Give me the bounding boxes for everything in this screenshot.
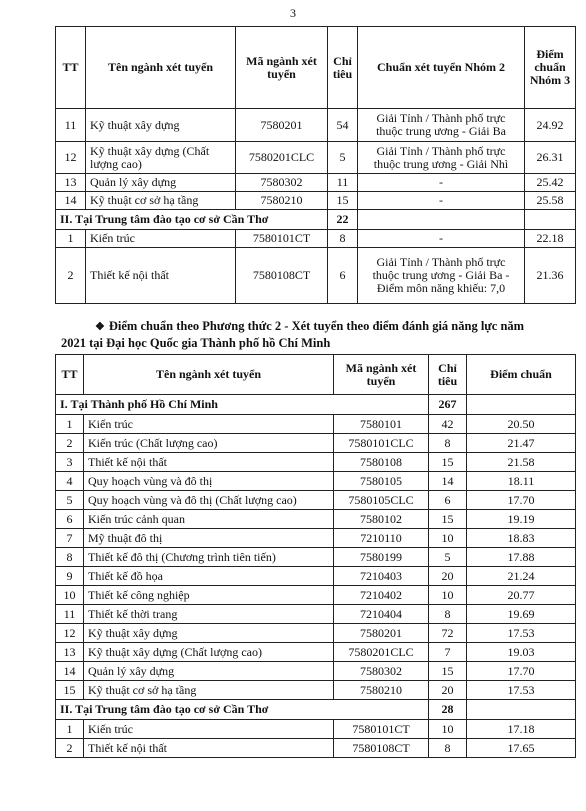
header-major-name: Tên ngành xét tuyển [84, 355, 334, 395]
row-quota: 8 [429, 605, 467, 624]
admission-table-method2 [55, 354, 576, 758]
header-major-code: Mã ngành xét tuyển [334, 355, 429, 395]
row-quota: 10 [429, 529, 467, 548]
row-score: 21.24 [467, 567, 576, 586]
row-tt: 2 [56, 248, 86, 304]
row-major-name: Kiến trúc [86, 230, 236, 248]
row-score: 17.53 [467, 681, 576, 700]
table-row [56, 586, 576, 605]
row-quota: 20 [429, 681, 467, 700]
row-quota: 15 [429, 510, 467, 529]
row-tt: 14 [56, 192, 86, 210]
table-row [56, 142, 576, 174]
row-tt: 7 [56, 529, 84, 548]
row-major-name: Thiết kế nội thất [84, 739, 334, 758]
row-quota: 5 [429, 548, 467, 567]
row-score: 17.70 [467, 491, 576, 510]
table-row [56, 681, 576, 700]
table-row [56, 415, 576, 434]
row-tt: 15 [56, 681, 84, 700]
row-major-name: Quy hoạch vùng và đô thị (Chất lượng cao) [84, 491, 334, 510]
row-major-name: Quản lý xây dựng [84, 662, 334, 681]
row-major-code: 7580210 [334, 681, 429, 700]
row-tt: 11 [56, 605, 84, 624]
row-score: 25.42 [525, 174, 576, 192]
row-tt: 2 [56, 434, 84, 453]
row-score: 24.92 [525, 109, 576, 142]
table-row [56, 662, 576, 681]
row-major-name: Mỹ thuật đô thị [84, 529, 334, 548]
page-number: 3 [290, 6, 296, 20]
row-major-name: Kiến trúc [84, 720, 334, 739]
header-quota: Chỉ tiêu [429, 355, 467, 395]
row-quota: 72 [429, 624, 467, 643]
row-criteria: - [358, 174, 525, 192]
row-quota: 8 [429, 739, 467, 758]
row-major-name: Kỹ thuật cơ sở hạ tầng [86, 192, 236, 210]
row-major-code: 7580201 [236, 109, 328, 142]
row-major-name: Thiết kế nội thất [86, 248, 236, 304]
row-tt: 5 [56, 491, 84, 510]
header-score: Điểm chuẩn [467, 355, 576, 395]
row-major-code: 7580199 [334, 548, 429, 567]
row-major-name: Quy hoạch vùng và đô thị [84, 472, 334, 491]
row-quota: 10 [429, 720, 467, 739]
row-score: 17.53 [467, 624, 576, 643]
row-tt: 12 [56, 142, 86, 174]
row-score: 20.77 [467, 586, 576, 605]
row-major-code: 7580201CLC [236, 142, 328, 174]
row-quota: 20 [429, 567, 467, 586]
row-major-code: 7580108CT [236, 248, 328, 304]
diamond-bullet-icon: ❖ [95, 321, 105, 333]
row-tt: 4 [56, 472, 84, 491]
row-quota: 15 [429, 453, 467, 472]
empty-cell [358, 210, 525, 230]
header-score: Điểm chuẩn Nhóm 3 [525, 27, 576, 109]
row-criteria: - [358, 192, 525, 210]
section-row [56, 210, 576, 230]
row-major-name: Thiết kế đô thị (Chương trình tiên tiến) [84, 548, 334, 567]
row-score: 18.11 [467, 472, 576, 491]
row-score: 26.31 [525, 142, 576, 174]
table-row [56, 548, 576, 567]
row-major-name: Kỹ thuật xây dựng (Chất lượng cao) [86, 142, 236, 174]
row-major-code: 7580108 [334, 453, 429, 472]
row-quota: 5 [328, 142, 358, 174]
row-major-code: 7210402 [334, 586, 429, 605]
section-total: 22 [328, 210, 358, 230]
row-quota: 14 [429, 472, 467, 491]
row-tt: 2 [56, 739, 84, 758]
row-major-name: Thiết kế đồ họa [84, 567, 334, 586]
row-major-code: 7580201CLC [334, 643, 429, 662]
row-score: 21.47 [467, 434, 576, 453]
header-quota: Chỉ tiêu [328, 27, 358, 109]
row-quota: 15 [328, 192, 358, 210]
row-major-code: 7580210 [236, 192, 328, 210]
row-score: 25.58 [525, 192, 576, 210]
row-tt: 1 [56, 230, 86, 248]
row-quota: 10 [429, 586, 467, 605]
row-score: 17.70 [467, 662, 576, 681]
table-row [56, 192, 576, 210]
header-major-name: Tên ngành xét tuyển [86, 27, 236, 109]
row-score: 21.58 [467, 453, 576, 472]
row-tt: 13 [56, 174, 86, 192]
table-row [56, 174, 576, 192]
row-major-name: Kỹ thuật cơ sở hạ tầng [84, 681, 334, 700]
row-quota: 8 [429, 434, 467, 453]
row-tt: 1 [56, 720, 84, 739]
row-tt: 8 [56, 548, 84, 567]
row-criteria: Giải Tỉnh / Thành phố trực thuộc trung ương - Giải Nhì [358, 142, 525, 174]
row-criteria: - [358, 230, 525, 248]
section-label: II. Tại Trung tâm đào tạo cơ sở Cần Thơ [56, 700, 429, 720]
row-tt: 9 [56, 567, 84, 586]
row-major-name: Quản lý xây dựng [86, 174, 236, 192]
row-quota: 7 [429, 643, 467, 662]
table-row [56, 109, 576, 142]
row-criteria: Giải Tỉnh / Thành phố trực thuộc trung ương - Giải Ba [358, 109, 525, 142]
row-quota: 6 [429, 491, 467, 510]
row-major-name: Kiến trúc [84, 415, 334, 434]
table-row [56, 230, 576, 248]
row-tt: 6 [56, 510, 84, 529]
table-header-row [56, 355, 576, 395]
row-quota: 54 [328, 109, 358, 142]
section-heading [55, 318, 575, 351]
row-tt: 12 [56, 624, 84, 643]
row-score: 20.50 [467, 415, 576, 434]
row-major-name: Thiết kế công nghiệp [84, 586, 334, 605]
row-tt: 3 [56, 453, 84, 472]
row-major-code: 7580302 [236, 174, 328, 192]
row-score: 17.88 [467, 548, 576, 567]
row-major-name: Thiết kế nội thất [84, 453, 334, 472]
table-row [56, 643, 576, 662]
row-major-code: 7580101CT [236, 230, 328, 248]
table-row [56, 529, 576, 548]
table-row [56, 739, 576, 758]
row-tt: 1 [56, 415, 84, 434]
row-quota: 11 [328, 174, 358, 192]
row-quota: 6 [328, 248, 358, 304]
header-major-code: Mã ngành xét tuyển [236, 27, 328, 109]
section-row [56, 700, 576, 720]
row-tt: 10 [56, 586, 84, 605]
row-major-code: 7580201 [334, 624, 429, 643]
table-row [56, 567, 576, 586]
row-major-code: 7580101CT [334, 720, 429, 739]
row-major-code: 7580105 [334, 472, 429, 491]
row-major-name: Kiến trúc cảnh quan [84, 510, 334, 529]
table-row [56, 248, 576, 304]
table-row [56, 720, 576, 739]
table-row [56, 491, 576, 510]
header-tt: TT [56, 355, 84, 395]
admission-table-group2-3 [55, 26, 576, 304]
table-row [56, 605, 576, 624]
row-score: 17.18 [467, 720, 576, 739]
row-major-name: Kỹ thuật xây dựng [86, 109, 236, 142]
empty-cell [525, 210, 576, 230]
section-heading-line2: 2021 tại Đại học Quốc gia Thành phố hồ Chí Minh [61, 336, 331, 350]
table-header-row [56, 27, 576, 109]
row-major-code: 7210110 [334, 529, 429, 548]
table-row [56, 434, 576, 453]
table-row [56, 472, 576, 491]
row-score: 19.19 [467, 510, 576, 529]
row-quota: 8 [328, 230, 358, 248]
row-score: 22.18 [525, 230, 576, 248]
row-quota: 15 [429, 662, 467, 681]
row-tt: 14 [56, 662, 84, 681]
row-score: 21.36 [525, 248, 576, 304]
section-label: I. Tại Thành phố Hồ Chí Minh [56, 395, 429, 415]
row-score: 19.69 [467, 605, 576, 624]
row-score: 18.83 [467, 529, 576, 548]
empty-cell [467, 700, 576, 720]
row-major-code: 7580108CT [334, 739, 429, 758]
row-tt: 13 [56, 643, 84, 662]
row-score: 19.03 [467, 643, 576, 662]
row-tt: 11 [56, 109, 86, 142]
row-quota: 42 [429, 415, 467, 434]
row-major-code: 7580102 [334, 510, 429, 529]
header-criteria: Chuẩn xét tuyển Nhóm 2 [358, 27, 525, 109]
row-major-code: 7580302 [334, 662, 429, 681]
section-label: II. Tại Trung tâm đào tạo cơ sở Cần Thơ [56, 210, 328, 230]
row-major-name: Kỹ thuật xây dựng [84, 624, 334, 643]
table-row [56, 510, 576, 529]
section-row [56, 395, 576, 415]
row-score: 17.65 [467, 739, 576, 758]
section-heading-line1: Điểm chuẩn theo Phương thức 2 - Xét tuyển theo điểm đánh giá năng lực năm [108, 319, 525, 333]
row-major-code: 7210403 [334, 567, 429, 586]
section-total: 267 [429, 395, 467, 415]
row-major-name: Kiến trúc (Chất lượng cao) [84, 434, 334, 453]
empty-cell [467, 395, 576, 415]
header-tt: TT [56, 27, 86, 109]
section-total: 28 [429, 700, 467, 720]
row-major-code: 7580101 [334, 415, 429, 434]
row-major-name: Kỹ thuật xây dựng (Chất lượng cao) [84, 643, 334, 662]
row-major-code: 7210404 [334, 605, 429, 624]
table-row [56, 453, 576, 472]
row-major-name: Thiết kế thời trang [84, 605, 334, 624]
row-criteria: Giải Tỉnh / Thành phố trực thuộc trung ương - Giải Ba - Điểm môn năng khiếu: 7,0 [358, 248, 525, 304]
row-major-code: 7580101CLC [334, 434, 429, 453]
row-major-code: 7580105CLC [334, 491, 429, 510]
table-row [56, 624, 576, 643]
